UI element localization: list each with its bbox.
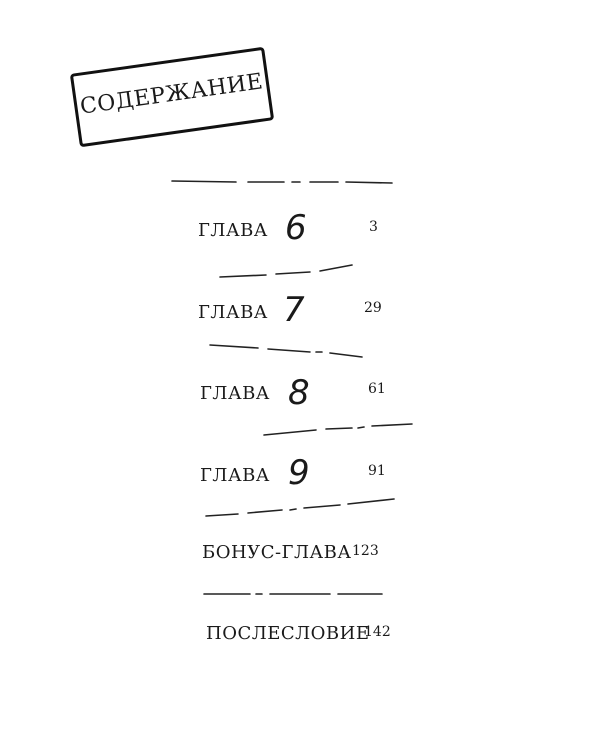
toc-entry-chapter-7 xyxy=(0,292,600,332)
chapter-number: 9 xyxy=(288,453,310,493)
separator-line xyxy=(210,345,362,357)
page-number: 91 xyxy=(368,463,386,479)
page-number: 3 xyxy=(369,219,378,235)
entry-label: ГЛАВА xyxy=(198,220,268,241)
entry-label: ГЛАВА xyxy=(200,383,270,404)
entry-label: БОНУС-ГЛАВА xyxy=(202,542,352,563)
toc-entry-bonus-chapter xyxy=(0,542,600,582)
page-number: 142 xyxy=(364,624,391,640)
separator-line xyxy=(206,499,394,516)
separator-line xyxy=(172,181,392,183)
toc-entry-chapter-9 xyxy=(0,455,600,495)
entry-label: ГЛАВА xyxy=(200,465,270,486)
entry-label: ПОСЛЕСЛОВИЕ xyxy=(206,623,370,644)
toc-entry-afterword xyxy=(0,623,600,663)
page-number: 29 xyxy=(364,300,382,316)
toc-entry-chapter-6 xyxy=(0,210,600,250)
chapter-number: 7 xyxy=(283,290,305,330)
contents-title: СОДЕРЖАНИЕ xyxy=(78,69,265,120)
separator-line xyxy=(220,265,352,277)
page-number: 61 xyxy=(368,381,386,397)
chapter-number: 6 xyxy=(285,208,307,248)
chapter-number: 8 xyxy=(288,373,310,413)
separator-line xyxy=(264,424,412,435)
page-number: 123 xyxy=(352,543,379,559)
toc-entry-chapter-8 xyxy=(0,373,600,413)
entry-label: ГЛАВА xyxy=(198,302,268,323)
